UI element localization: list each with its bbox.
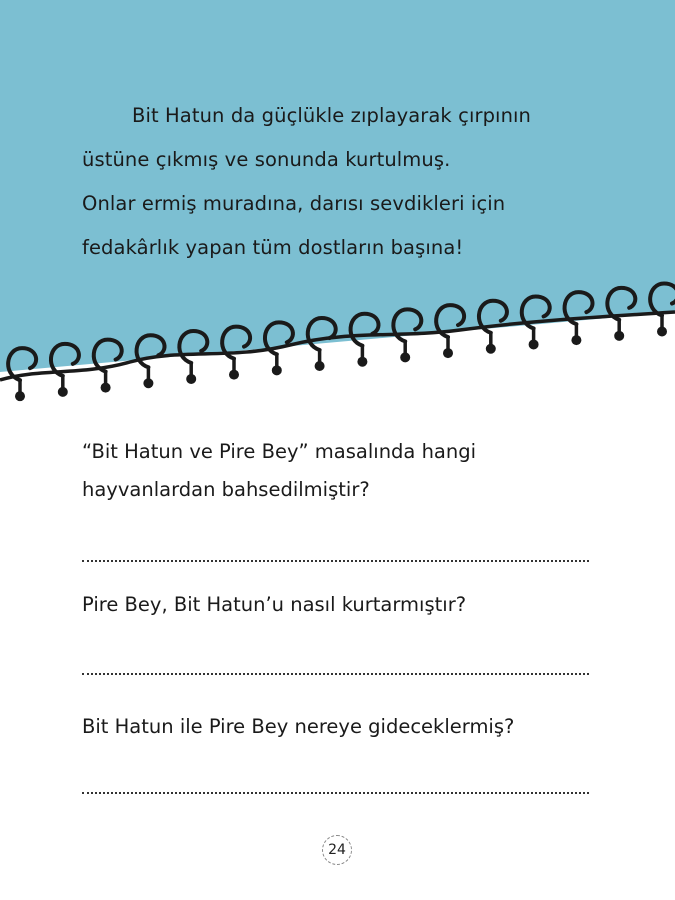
question-2-line-1: Pire Bey, Bit Hatun’u nasıl kurtarmıştır? [82, 593, 467, 616]
story-line: fedakârlık yapan tüm dostların başına! [82, 236, 464, 259]
story-text [82, 94, 602, 270]
question-3 [82, 708, 514, 746]
question-1-line-1: “Bit Hatun ve Pire Bey” masalında hangi [82, 440, 477, 463]
story-line: Bit Hatun da güçlükle zıplayarak çırpının [132, 104, 532, 127]
answer-line-2[interactable] [82, 673, 589, 675]
page-number: 24 [322, 835, 352, 865]
answer-line-3[interactable] [82, 792, 589, 794]
question-3-line-1: Bit Hatun ile Pire Bey nereye gideceklermiş? [82, 715, 515, 738]
question-1 [82, 433, 476, 509]
story-line: Onlar ermiş muradına, darısı sevdikleri için [82, 192, 506, 215]
question-2 [82, 586, 466, 624]
answer-line-1[interactable] [82, 560, 589, 562]
story-line: üstüne çıkmış ve sonunda kurtulmuş. [82, 148, 451, 171]
question-1-line-2: hayvanlardan bahsedilmiştir? [82, 478, 370, 501]
